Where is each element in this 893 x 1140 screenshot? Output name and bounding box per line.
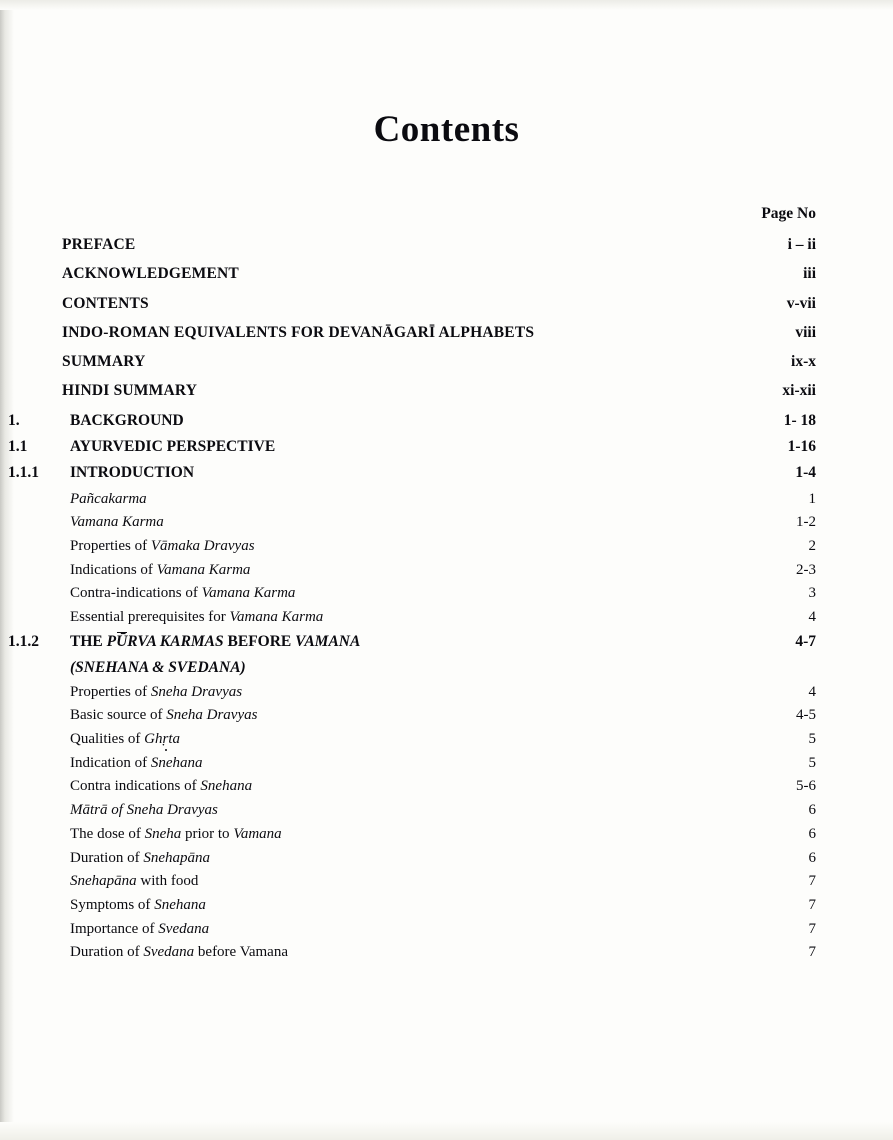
toc-entry-page: viii [795,323,816,341]
table-of-contents [8,205,820,968]
page-number-column-header: Page No [761,205,816,222]
toc-entry-symptoms-of-snehana [8,897,820,915]
toc-entry-label: Vamana Karma [70,514,164,531]
toc-entry-page: 7 [808,896,816,913]
toc-entry-contra-indications-of-snehana [8,778,820,796]
toc-entry-label: (SNEHANA & SVEDANA) [70,658,246,676]
toc-entry-background [8,412,820,430]
toc-entry-label: BACKGROUND [70,411,184,429]
toc-entry-page: 6 [808,802,816,819]
toc-entry-page: 2 [808,537,816,554]
toc-entry-basic-source-of-sneha-dravyas [8,707,820,725]
toc-entry-label: Contra-indications of Vamana Karma [70,585,296,602]
toc-entry-label: The dose of Sneha prior to Vamana [70,825,282,842]
toc-entry-page: 4-5 [796,707,816,724]
toc-entry-matra-of-sneha-dravyas [8,802,820,820]
toc-entry-label: Snehapāna with food [70,873,199,890]
toc-entry-contra-indications-of-vamana-karma [8,585,820,603]
toc-entry-summary [8,353,820,371]
toc-entry-page: 6 [808,825,816,842]
toc-entry-page: 5 [808,754,816,771]
toc-entry-duration-of-svedana-before-vamana [8,944,820,962]
toc-entry-label: HINDI SUMMARY [62,382,198,400]
toc-entry-page: 6 [808,849,816,866]
toc-entry-page: ix-x [791,353,816,371]
toc-entry-label: Properties of Sneha Dravyas [70,683,243,700]
toc-entry-pancakarma [8,491,820,509]
page-title: Contents [373,109,520,150]
toc-entry-label: CONTENTS [62,294,149,312]
toc-entry-number: 1.1.2 [8,632,39,650]
toc-entry-page: 1-16 [787,437,816,455]
toc-entry-label: AYURVEDIC PERSPECTIVE [70,437,276,455]
toc-entry-importance-of-svedana [8,921,820,939]
toc-entry-essential-prerequisites [8,609,820,627]
toc-entry-page: 4 [808,608,816,625]
toc-entry-dose-of-sneha-prior-to-vamana [8,826,820,844]
toc-entry-snehapana-with-food [8,873,820,891]
toc-entry-properties-of-vamaka-dravyas [8,538,820,556]
toc-entry-page: 4 [808,683,816,700]
toc-entry-label: Mātrā of Sneha Dravyas [70,802,218,819]
toc-entry-page: 4-7 [795,632,816,650]
toc-entry-label: Properties of Vāmaka Dravyas [70,537,255,554]
toc-entry-label: Indication of Snehana [70,754,203,771]
toc-entry-page: 7 [808,920,816,937]
toc-entry-snehana-svedana-continuation [8,659,820,677]
toc-entry-page: v-vii [786,294,816,312]
toc-entry-label: Pañcakarma [70,490,147,507]
toc-entry-number: 1. [8,411,20,429]
toc-entry-page: 1-4 [795,464,816,482]
toc-entry-label: Essential prerequisites for Vamana Karma [70,608,324,625]
toc-entry-preface [8,236,820,254]
toc-entry-vamana-karma [8,514,820,532]
toc-entry-hindi-summary [8,382,820,400]
toc-entry-page: 5-6 [796,778,816,795]
toc-entry-page: iii [803,265,816,283]
toc-entry-page: 5 [808,731,816,748]
toc-entry-label: Contra indications of Snehana [70,778,253,795]
toc-entry-label: INTRODUCTION [70,464,195,482]
toc-entry-label: INDO-ROMAN EQUIVALENTS FOR DEVANĀGARĪ ALPHABETS [62,323,535,341]
toc-entry-label: ACKNOWLEDGEMENT [62,265,239,283]
toc-entry-acknowledgement [8,265,820,283]
toc-entry-label: Symptoms of Snehana [70,896,206,913]
toc-entry-duration-of-snehapana [8,850,820,868]
toc-entry-page: i – ii [787,236,816,253]
toc-entry-page: 7 [808,944,816,961]
toc-entry-page: 7 [808,873,816,890]
toc-entry-page: 1- 18 [783,411,816,429]
toc-entry-page: 3 [808,585,816,602]
toc-entry-qualities-of-ghrta [8,731,820,749]
toc-entry-label: Duration of Svedana before Vamana [70,944,289,961]
toc-entry-label: Importance of Svedana [70,920,210,937]
toc-entry-label: THE PŪRVA KARMAS BEFORE VAMANA [70,632,361,650]
toc-entry-label: Basic source of Sneha Dravyas [70,707,258,724]
toc-entry-label: Indications of Vamana Karma [70,561,251,578]
toc-entry-ayurvedic-perspective [8,438,820,456]
toc-entry-label: Duration of Snehapāna [70,849,210,866]
toc-entry-indo-roman-equivalents [8,324,820,342]
toc-entry-indications-of-vamana-karma [8,562,820,580]
toc-entry-number: 1.1.1 [8,464,39,482]
toc-entry-label: Qualities of Ghṛta [70,731,181,748]
toc-entry-number: 1.1 [8,437,28,455]
toc-entry-page: 1 [808,490,816,507]
toc-entry-contents [8,295,820,313]
toc-entry-purva-karmas-before-vamana [8,633,820,651]
toc-entry-label: PREFACE [62,236,136,253]
toc-entry-page: 2-3 [796,561,816,578]
toc-entry-page: 1-2 [796,514,816,531]
toc-entry-label: SUMMARY [62,353,146,371]
toc-entry-page: xi-xii [782,382,816,400]
toc-entry-properties-of-sneha-dravyas [8,684,820,702]
toc-entry-introduction [8,464,820,482]
toc-entry-indication-of-snehana [8,755,820,773]
